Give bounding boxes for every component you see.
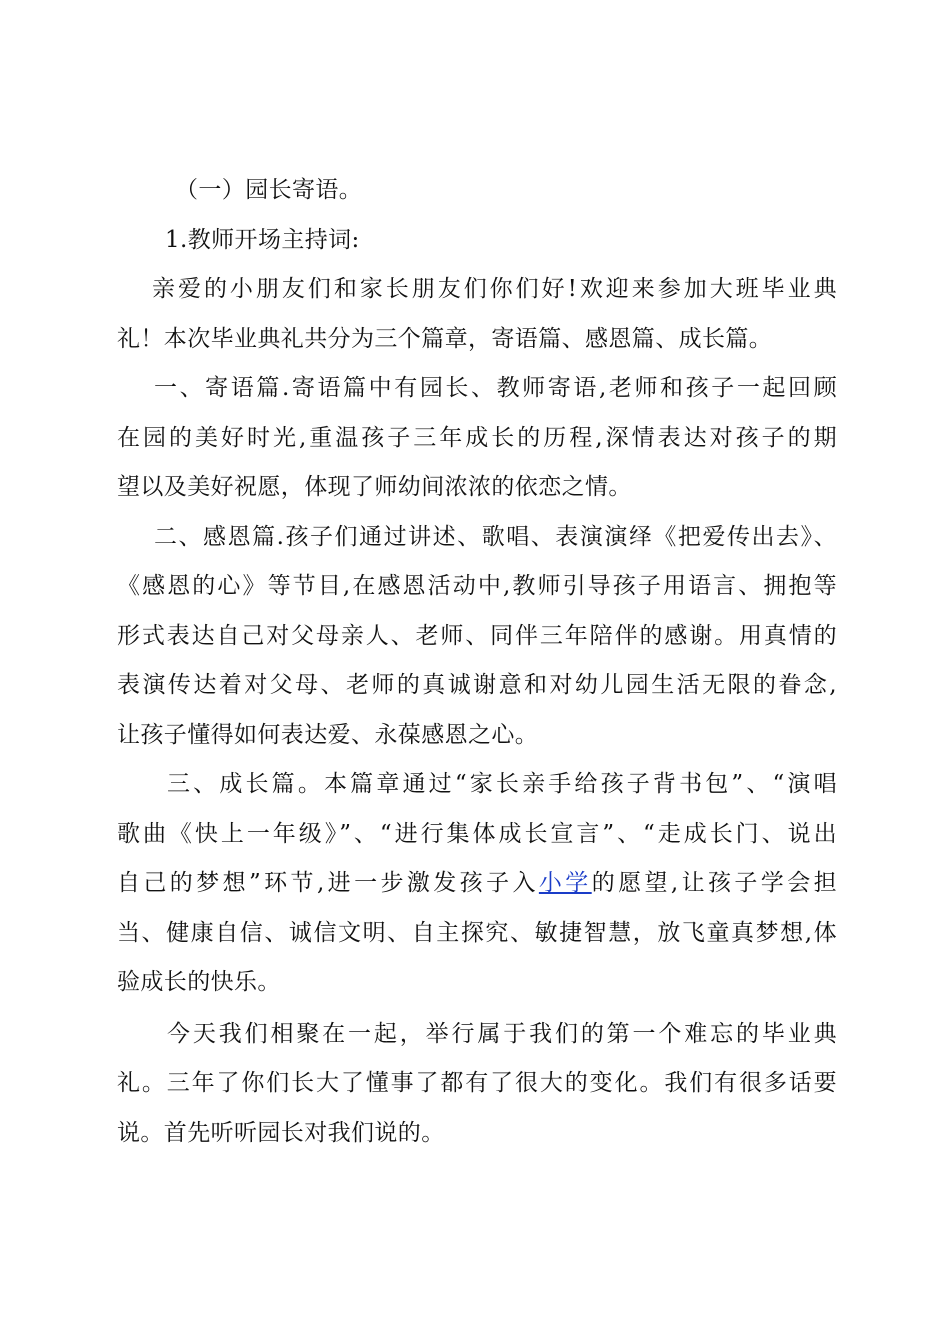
paragraph-closing: [117, 1010, 837, 1159]
paragraph-line: 礼！本次毕业典礼共分为三个篇章，寄语篇、感恩篇、成长篇。: [117, 325, 773, 352]
paragraph-line: 形式表达自己对父母亲人、老师、同伴三年陪伴的感谢。用真情的: [117, 622, 837, 649]
paragraph-line: 当、健康自信、诚信文明、自主探究、敏捷智慧，放飞童真梦想,体: [117, 919, 837, 946]
paragraph-line: 表演传达着对父母、老师的真诚谢意和对幼儿园生活无限的眷念,: [117, 672, 837, 698]
paragraph-chapter-two: [117, 513, 837, 761]
paragraph-line: 《感恩的心》等节目,在感恩活动中,教师引导孩子用语言、拥抱等: [117, 573, 837, 599]
paragraph-welcome: [117, 265, 837, 364]
paragraph-line: 亲爱的小朋友们和家长朋友们你们好!欢迎来参加大班毕业典: [152, 276, 837, 302]
paragraph-line: 今天我们相聚在一起，举行属于我们的第一个难忘的毕业典: [167, 1020, 837, 1047]
primary-school-link[interactable]: 小学: [538, 870, 592, 896]
paragraph-line: 一、寄语篇.寄语篇中有园长、教师寄语,老师和孩子一起回顾: [154, 375, 837, 401]
paragraph-line: 歌曲《快上一年级》”、“进行集体成长宣言”、“走成长门、说出: [117, 820, 837, 847]
paragraph-line: 在园的美好时光,重温孩子三年成长的历程,深情表达对孩子的期: [117, 424, 837, 451]
paragraph-chapter-three: [117, 760, 837, 1008]
paragraph-text: 的愿望,让孩子学会担: [591, 870, 837, 896]
paragraph-line: 三、成长篇。本篇章通过“家长亲手给孩子背书包”、“演唱: [167, 771, 837, 797]
paragraph-line: 礼。三年了你们长大了懂事了都有了很大的变化。我们有很多话要: [117, 1070, 837, 1096]
paragraph-text: 自己的梦想”环节,进一步激发孩子入: [117, 870, 539, 896]
paragraph-line: 二、感恩篇.孩子们通过讲述、歌唱、表演演绎《把爱传出去》、: [154, 523, 837, 550]
paragraph-line: [117, 859, 837, 909]
document-body: [117, 166, 837, 1158]
paragraph-line: 验成长的快乐。: [117, 969, 281, 995]
host-script-subheading: 1.教师开场主持词:: [165, 226, 360, 253]
paragraph-line: 望以及美好祝愿，体现了师幼间浓浓的依恋之情。: [117, 474, 632, 500]
paragraph-line: 让孩子懂得如何表达爱、永葆感恩之心。: [117, 721, 539, 748]
section-heading: （一）园长寄语。: [175, 177, 363, 203]
paragraph-line: 说。首先听听园长对我们说的。: [117, 1119, 445, 1146]
paragraph-chapter-one: [117, 364, 837, 513]
